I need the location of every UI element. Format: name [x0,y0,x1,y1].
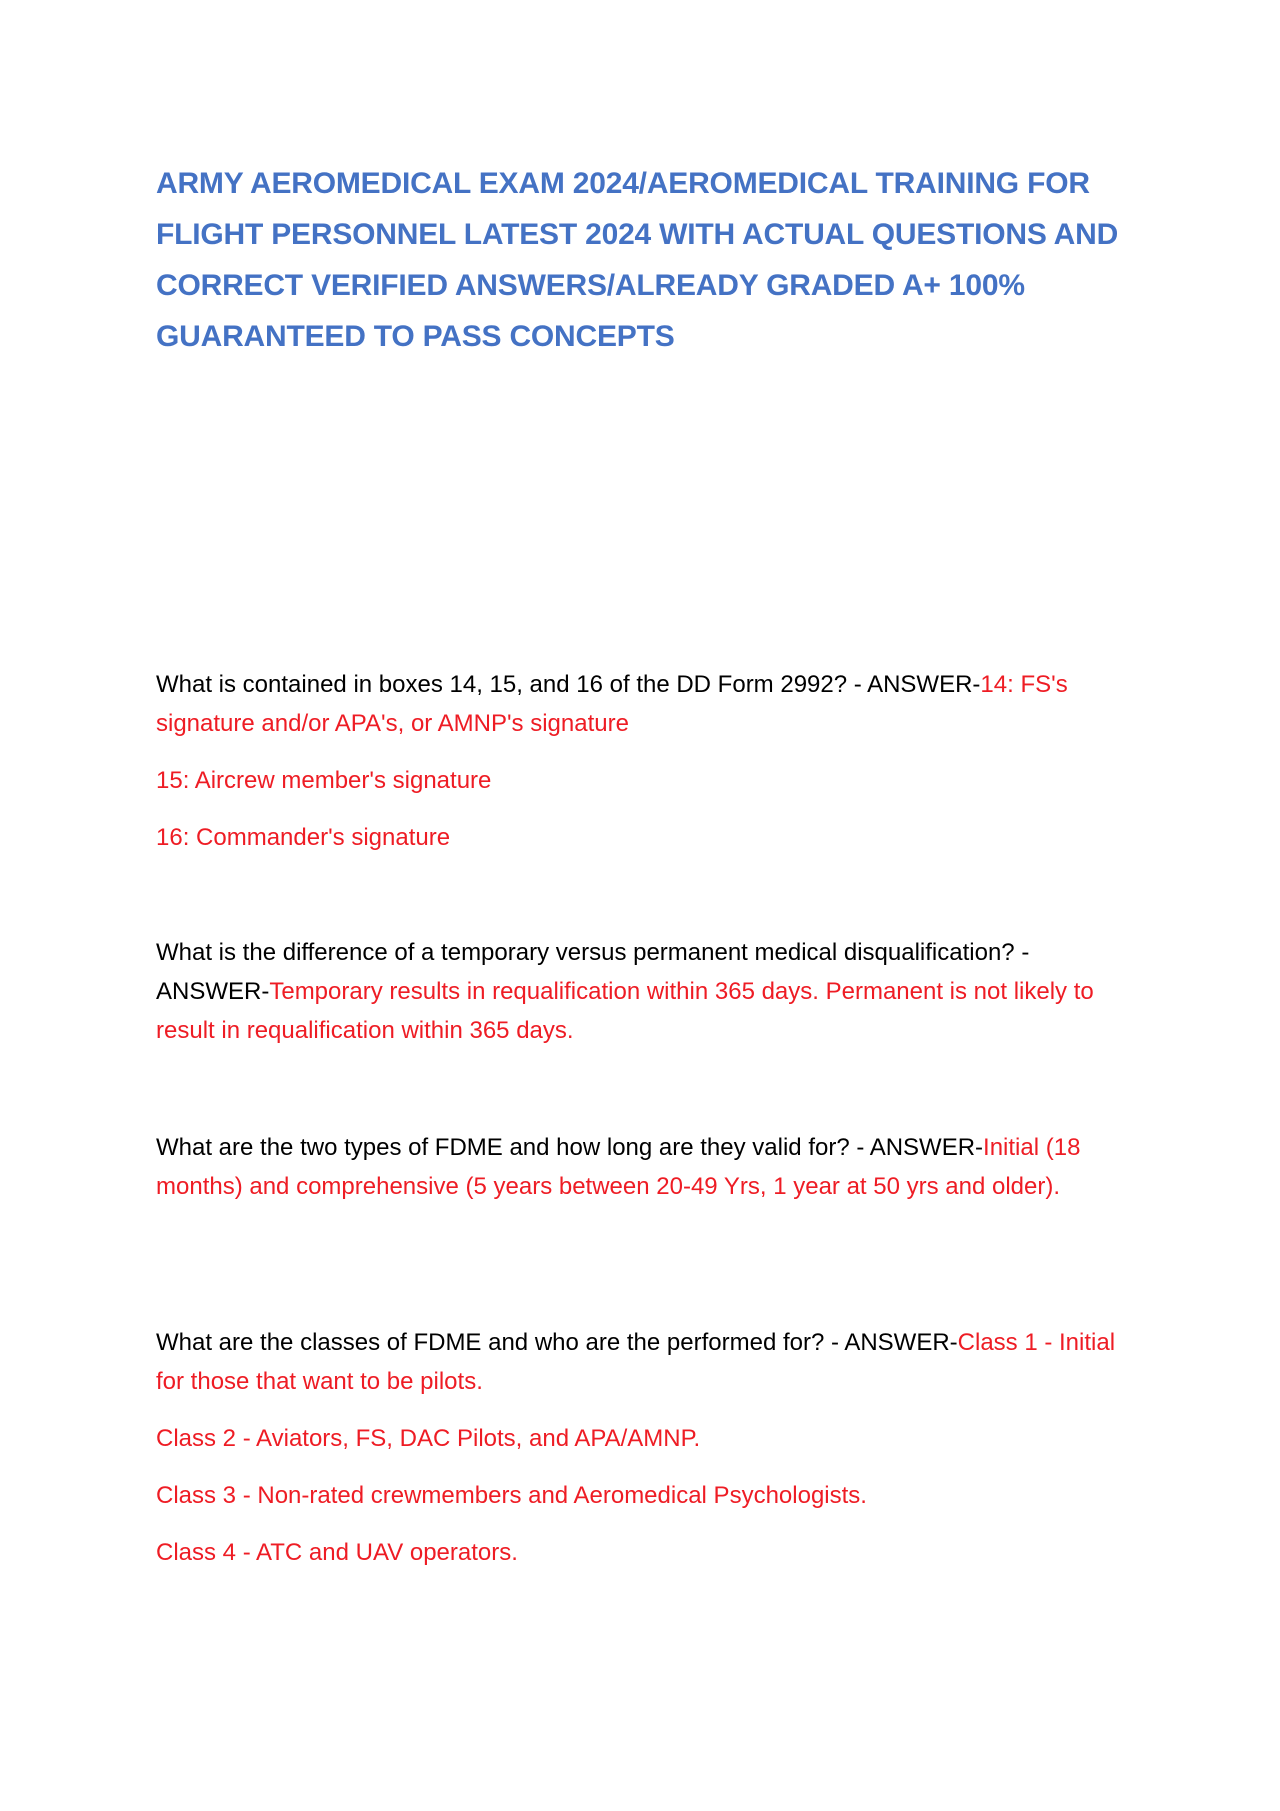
qa-item-2 [156,933,1146,1068]
answer-line: Class 4 - ATC and UAV operators. [156,1539,518,1566]
answer-text: Temporary results in requalification within 365 days. Permanent is not likely to result in requalification within 365 days. [156,978,1094,1044]
qa-paragraph [156,1128,1146,1206]
question-text: What is the difference of a temporary versus permanent medical disqualification? [156,939,1015,966]
answer-text: 14: FS's signature and/or APA's, or AMNP's signature [156,671,1068,737]
answer-line: Class 2 - Aviators, FS, DAC Pilots, and APA/AMNP. [156,1425,701,1452]
qa-item-4 [156,1323,1146,1590]
qa-paragraph [156,933,1146,1050]
answer-line: Class 3 - Non-rated crewmembers and Aeromedical Psychologists. [156,1482,867,1509]
answer-line: 15: Aircrew member's signature [156,767,492,794]
qa-item-3 [156,1128,1146,1224]
answer-marker: - ANSWER- [847,671,981,698]
answer-text: Class 1 - Initial for those that want to be pilots. [156,1329,1116,1395]
answer-line: 16: Commander's signature [156,824,451,851]
qa-paragraph [156,665,1146,743]
answer-marker: - ANSWER- [156,939,1030,1005]
question-text: What are the two types of FDME and how long are they valid for? [156,1134,850,1161]
qa-paragraph [156,1323,1146,1401]
answer-marker: - ANSWER- [849,1134,984,1161]
question-text: What is contained in boxes 14, 15, and 16 of the DD Form 2992? [156,671,848,698]
document-title: ARMY AEROMEDICAL EXAM 2024/AEROMEDICAL TRAINING FOR FLIGHT PERSONNEL LATEST 2024 WITH ACTUAL QUESTIONS AND CORRECT VERIFIED ANSWERS/ALREADY GRADED A+ 100% GUARANTEED TO PASS CONCEPTS [156,167,1119,353]
qa-item-1 [156,665,1146,875]
answer-marker: - ANSWER- [824,1329,958,1356]
question-text: What are the classes of FDME and who are the performed for? [156,1329,825,1356]
answer-text: Initial (18 months) and comprehensive (5 years between 20-49 Yrs, 1 year at 50 yrs and older). [156,1134,1081,1200]
